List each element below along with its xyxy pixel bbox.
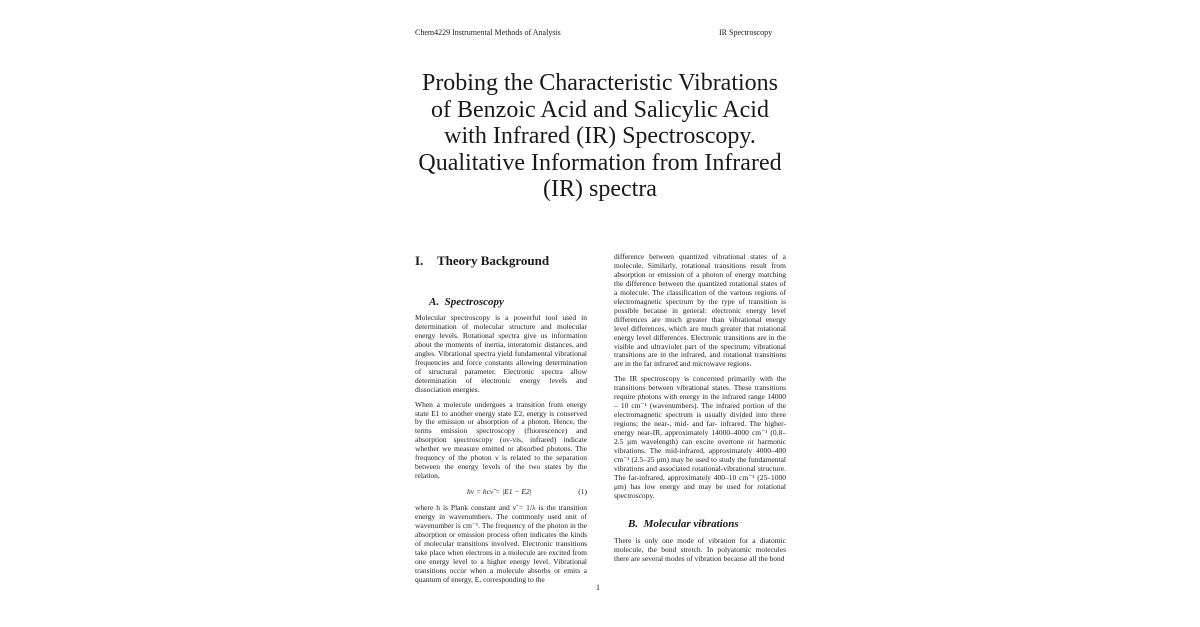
equation-number: (1) <box>578 487 587 497</box>
body-paragraph: There is only one mode of vibration for a diatomic molecule, the bond stretch. In polyatomic molecules there are several modes of vibration because all the bond <box>614 535 786 563</box>
body-paragraph: difference between quantized vibrational states of a molecule. Similarly, rotational transitions result from absorption or emission of a photon of energy matching the difference between the quantized rotational states of a molecule. The classification of the various regions of electromagnetic spectrum by the type of transition is possible because in general: electronic energy level differences are much greater than vibrational energy level differences, which are much greater that rotational energy level differences. Electronic transitions are in the visible and ultraviolet part of the spectrum; vibrational transitions are in the infrared, and rotational transitions are in the far infrared and microwave regions. <box>614 252 786 369</box>
right-column <box>614 253 786 570</box>
title-line: of Benzoic Acid and Salicylic Acid <box>431 96 769 123</box>
subsection-heading-a <box>429 295 587 309</box>
title-line: Qualitative Information from Infrared <box>418 149 782 176</box>
section-number: I. <box>415 253 424 268</box>
section-heading <box>415 253 587 269</box>
title-line: (IR) spectra <box>543 176 657 202</box>
subsection-title: Spectroscopy <box>444 296 504 308</box>
title-line: with Infrared (IR) Spectroscopy. <box>444 123 756 149</box>
section-title: Theory Background <box>437 253 550 268</box>
running-header-right: IR Spectroscopy <box>719 28 773 37</box>
body-paragraph: The IR spectroscopy is concerned primarily with the transitions between vibrational states. These transitions require photons with energy in the infrared range 14000 – 10 cm⁻¹ (wavenumbers). The infrared portion of the electromagnetic spectrum is usually divided into three regions; the near-, mid- and far- infrared. The higher-energy near-IR, approximately 14000–4000 cm⁻¹ (0.8–2.5 μm wavelength) can excite overtone or harmonic vibrations. The mid-infrared, approximately 4000–400 cm⁻¹ (2.5–25 μm) may be used to study the fundamental vibrations and associated rotational-vibrational structure. The far-infrared, approximately 400–10 cm⁻¹ (25–1000 μm) has low energy and may be used for rotational spectroscopy. <box>614 374 786 500</box>
running-header-left: Chem4229 Instrumental Methods of Analysis <box>415 28 561 37</box>
subsection-label: A. <box>429 296 440 308</box>
body-paragraph: where h is Plank constant and ν̃ = 1/λ is the transition energy in wavenumbers. The commonly used unit of wavenumber is cm⁻¹. The frequency of the photon in the absorption or emission process often indicates the kinds of molecular transitions involved. Electronic transitions take place when electrons in a molecule are excited from one energy level to a higher energy level. Vibrational transitions occur when a molecule absorbs or emits a quantum of energy, E, corresponding to the <box>415 503 587 584</box>
paper-title <box>400 70 800 203</box>
equation-expression: hν = hcν̃ = |E1 − E2| <box>467 487 532 497</box>
equation <box>415 487 587 499</box>
title-line: Probing the Characteristic Vibrations <box>421 70 779 96</box>
page-number: 1 <box>596 583 600 592</box>
subsection-heading-b <box>628 517 786 531</box>
subsection-title: Molecular vibrations <box>643 517 739 530</box>
left-column <box>415 253 587 591</box>
body-paragraph: Molecular spectroscopy is a powerful tool used in determination of molecular structure and molecular energy levels. Rotational spectra give us information about the moments of inertia, interatomic distances, and angles. Vibrational spectra yield fundamental vibrational frequencies and force constants allowing determination of structural parameter. Electronic spectra allow determination of electronic energy levels and dissociation energies. <box>415 313 587 394</box>
subsection-label: B. <box>628 517 639 530</box>
body-paragraph: When a molecule undergoes a transition from energy state E1 to another energy state E2, energy is conserved by the emission or absorption of a photon. Hence, the terms emission spectroscopy (fluorescence) and absorption spectroscopy (uv-vis, infrared) indicate whether we measure emitted or absorbed photons. The frequency of the photon ν is related to the separation between the energy levels of the two states by the relation, <box>415 399 587 481</box>
